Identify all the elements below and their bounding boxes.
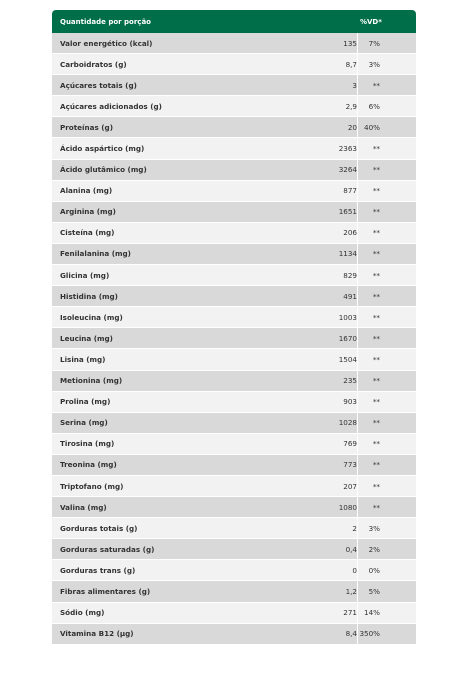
table-row bbox=[52, 181, 416, 202]
nutrient-vd: 3% bbox=[368, 523, 380, 533]
nutrient-name: Metionina (mg) bbox=[60, 376, 123, 386]
table-row bbox=[52, 539, 416, 560]
nutrient-value-cell bbox=[232, 138, 358, 158]
nutrient-value: 877 bbox=[343, 186, 357, 196]
nutrient-vd: ** bbox=[372, 312, 380, 322]
nutrient-value-cell bbox=[232, 75, 358, 95]
nutrient-name: Tirosina (mg) bbox=[60, 439, 115, 449]
nutrient-value: 2363 bbox=[338, 144, 357, 154]
nutrient-name: Glicina (mg) bbox=[60, 270, 110, 280]
nutrient-value-cell bbox=[232, 497, 358, 517]
nutrient-vd: ** bbox=[372, 418, 380, 428]
nutrient-name: Alanina (mg) bbox=[60, 186, 113, 196]
nutrient-vd: 5% bbox=[368, 586, 380, 596]
nutrient-vd: ** bbox=[372, 291, 380, 301]
nutrient-value: 1028 bbox=[338, 418, 357, 428]
table-row bbox=[52, 265, 416, 286]
table-row bbox=[52, 307, 416, 328]
nutrient-vd: 40% bbox=[364, 122, 380, 132]
nutrient-name: Serina (mg) bbox=[60, 418, 108, 428]
table-row bbox=[52, 624, 416, 645]
nutrient-value: 829 bbox=[343, 270, 357, 280]
nutrient-vd: 3% bbox=[368, 59, 380, 69]
nutrient-value: 8,7 bbox=[345, 59, 357, 69]
nutrient-vd: ** bbox=[372, 207, 380, 217]
table-row bbox=[52, 371, 416, 392]
nutrient-value: 3 bbox=[352, 80, 357, 90]
table-header bbox=[52, 10, 416, 33]
nutrient-value: 1670 bbox=[338, 333, 357, 343]
table-row bbox=[52, 202, 416, 223]
nutrition-table bbox=[52, 10, 416, 645]
nutrient-value-cell bbox=[232, 371, 358, 391]
table-row bbox=[52, 160, 416, 181]
nutrient-value: 20 bbox=[347, 122, 357, 132]
nutrient-value: 1003 bbox=[338, 312, 357, 322]
nutrient-value-cell bbox=[232, 160, 358, 180]
nutrient-value: 1080 bbox=[338, 502, 357, 512]
nutrient-vd: ** bbox=[372, 481, 380, 491]
nutrient-name: Ácido glutâmico (mg) bbox=[60, 165, 147, 175]
nutrient-value-cell bbox=[232, 603, 358, 623]
nutrient-name: Lisina (mg) bbox=[60, 354, 106, 364]
nutrient-name: Triptofano (mg) bbox=[60, 481, 124, 491]
nutrient-name: Ácido aspártico (mg) bbox=[60, 144, 145, 154]
nutrient-vd: ** bbox=[372, 249, 380, 259]
nutrient-value: 135 bbox=[343, 38, 357, 48]
nutrient-vd: ** bbox=[372, 228, 380, 238]
table-row bbox=[52, 33, 416, 54]
nutrient-name: Cisteína (mg) bbox=[60, 228, 115, 238]
header-vd-label: %VD* bbox=[360, 17, 382, 26]
table-row bbox=[52, 392, 416, 413]
nutrient-value-cell bbox=[232, 349, 358, 369]
nutrient-value-cell bbox=[232, 244, 358, 264]
nutrient-vd: ** bbox=[372, 80, 380, 90]
table-row bbox=[52, 476, 416, 497]
nutrient-value: 8,4 bbox=[345, 629, 357, 639]
nutrient-name: Treonina (mg) bbox=[60, 460, 117, 470]
nutrient-value-cell bbox=[232, 518, 358, 538]
nutrient-value: 0 bbox=[352, 565, 357, 575]
nutrient-value: 1651 bbox=[338, 207, 357, 217]
nutrient-vd: ** bbox=[372, 460, 380, 470]
nutrient-vd: ** bbox=[372, 502, 380, 512]
nutrient-vd: 0% bbox=[368, 565, 380, 575]
nutrient-value-cell bbox=[232, 33, 358, 53]
nutrient-value-cell bbox=[232, 96, 358, 116]
nutrient-value-cell bbox=[232, 455, 358, 475]
nutrient-name: Sódio (mg) bbox=[60, 608, 105, 618]
nutrient-value-cell bbox=[232, 265, 358, 285]
nutrient-name: Valina (mg) bbox=[60, 502, 107, 512]
nutrient-name: Açúcares adicionados (g) bbox=[60, 101, 162, 111]
table-row bbox=[52, 560, 416, 581]
table-row bbox=[52, 518, 416, 539]
nutrient-value-cell bbox=[232, 286, 358, 306]
nutrient-name: Histidina (mg) bbox=[60, 291, 118, 301]
nutrient-value-cell bbox=[232, 181, 358, 201]
nutrient-value-cell bbox=[232, 539, 358, 559]
nutrient-name: Isoleucina (mg) bbox=[60, 312, 123, 322]
nutrient-vd: ** bbox=[372, 186, 380, 196]
nutrient-name: Vitamina B12 (µg) bbox=[60, 629, 134, 639]
nutrient-vd: ** bbox=[372, 144, 380, 154]
nutrient-value-cell bbox=[232, 54, 358, 74]
nutrient-value-cell bbox=[232, 476, 358, 496]
table-row bbox=[52, 96, 416, 117]
nutrient-name: Fibras alimentares (g) bbox=[60, 586, 151, 596]
nutrient-value-cell bbox=[232, 307, 358, 327]
nutrient-name: Valor energético (kcal) bbox=[60, 38, 153, 48]
nutrient-value-cell bbox=[232, 392, 358, 412]
nutrient-vd: 14% bbox=[364, 608, 380, 618]
table-row bbox=[52, 455, 416, 476]
nutrient-value-cell bbox=[232, 223, 358, 243]
nutrient-name: Arginina (mg) bbox=[60, 207, 116, 217]
nutrient-vd: ** bbox=[372, 397, 380, 407]
nutrient-vd: 7% bbox=[368, 38, 380, 48]
nutrient-name: Prolina (mg) bbox=[60, 397, 111, 407]
nutrient-value-cell bbox=[232, 581, 358, 601]
nutrient-value: 235 bbox=[343, 376, 357, 386]
nutrient-vd: ** bbox=[372, 333, 380, 343]
nutrient-vd: 350% bbox=[359, 629, 380, 639]
table-row bbox=[52, 54, 416, 75]
nutrient-value-cell bbox=[232, 117, 358, 137]
nutrient-value: 1504 bbox=[338, 354, 357, 364]
table-row bbox=[52, 603, 416, 624]
header-quantity-label: Quantidade por porção bbox=[60, 17, 151, 26]
nutrient-vd: 6% bbox=[368, 101, 380, 111]
nutrient-value: 1,2 bbox=[345, 586, 357, 596]
nutrient-vd: ** bbox=[372, 270, 380, 280]
nutrient-value-cell bbox=[232, 434, 358, 454]
nutrient-name: Carboidratos (g) bbox=[60, 59, 127, 69]
nutrient-value-cell bbox=[232, 560, 358, 580]
nutrient-value-cell bbox=[232, 328, 358, 348]
nutrient-name: Gorduras saturadas (g) bbox=[60, 544, 155, 554]
nutrient-vd: ** bbox=[372, 439, 380, 449]
table-row bbox=[52, 581, 416, 602]
nutrient-vd: ** bbox=[372, 165, 380, 175]
table-row bbox=[52, 138, 416, 159]
table-row bbox=[52, 413, 416, 434]
nutrient-name: Proteínas (g) bbox=[60, 122, 113, 132]
table-row bbox=[52, 497, 416, 518]
nutrient-name: Leucina (mg) bbox=[60, 333, 113, 343]
nutrient-name: Gorduras trans (g) bbox=[60, 565, 136, 575]
table-row bbox=[52, 223, 416, 244]
nutrient-value: 0,4 bbox=[345, 544, 357, 554]
table-row bbox=[52, 286, 416, 307]
nutrient-value: 491 bbox=[343, 291, 357, 301]
nutrient-value: 1134 bbox=[338, 249, 357, 259]
nutrient-value: 2 bbox=[352, 523, 357, 533]
nutrient-vd: ** bbox=[372, 354, 380, 364]
table-row bbox=[52, 349, 416, 370]
nutrient-name: Açúcares totais (g) bbox=[60, 80, 137, 90]
table-body bbox=[52, 33, 416, 645]
nutrient-value-cell bbox=[232, 624, 358, 644]
nutrient-vd: ** bbox=[372, 376, 380, 386]
table-row bbox=[52, 117, 416, 138]
nutrient-value: 769 bbox=[343, 439, 357, 449]
nutrient-value-cell bbox=[232, 202, 358, 222]
nutrient-value: 773 bbox=[343, 460, 357, 470]
nutrient-vd: 2% bbox=[368, 544, 380, 554]
table-row bbox=[52, 244, 416, 265]
nutrient-value: 206 bbox=[343, 228, 357, 238]
nutrient-value: 207 bbox=[343, 481, 357, 491]
nutrient-value: 903 bbox=[343, 397, 357, 407]
nutrient-name: Fenilalanina (mg) bbox=[60, 249, 131, 259]
table-row bbox=[52, 75, 416, 96]
table-row bbox=[52, 434, 416, 455]
table-row bbox=[52, 328, 416, 349]
nutrient-value-cell bbox=[232, 413, 358, 433]
nutrient-value: 271 bbox=[343, 608, 357, 618]
nutrient-value: 2,9 bbox=[345, 101, 357, 111]
nutrient-value: 3264 bbox=[338, 165, 357, 175]
nutrient-name: Gorduras totais (g) bbox=[60, 523, 138, 533]
